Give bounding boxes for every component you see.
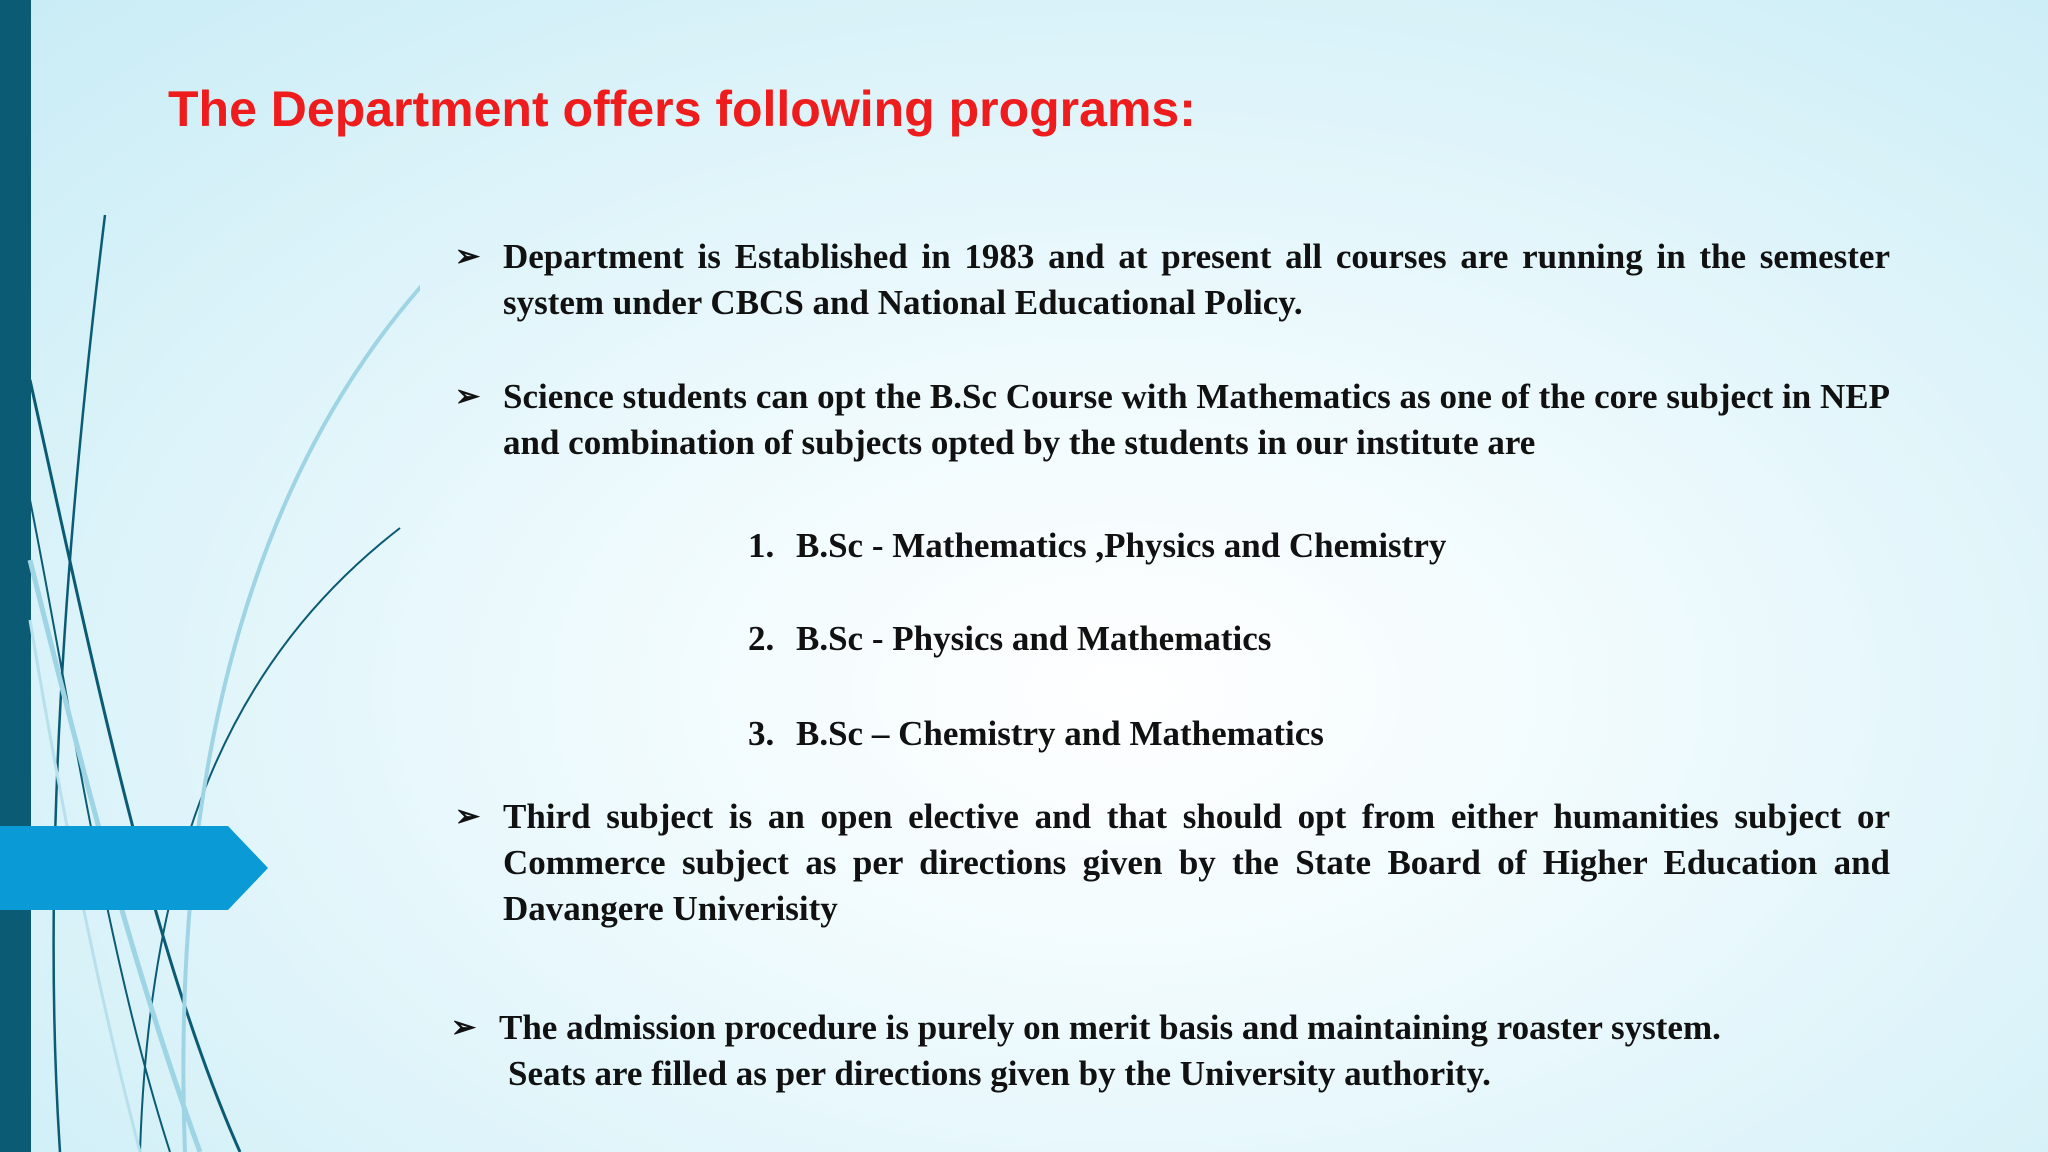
bullet-text: Department is Established in 1983 and at present all courses are running in the semester system under CBCS and National Educational Policy.: [503, 237, 1890, 322]
combination-number: 3.: [748, 714, 775, 753]
combination-text: B.Sc - Physics and Mathematics: [796, 619, 1272, 658]
combination-item: [748, 616, 1271, 662]
bullet-bsc-course: [455, 374, 1890, 466]
combination-item: [748, 711, 1324, 757]
slide-title: The Department offers following programs:: [168, 81, 1196, 137]
bullet-text: Science students can opt the B.Sc Course with Mathematics as one of the core subject in NEP and combination of subjects opted by the students in our institute are: [503, 377, 1890, 462]
combination-item: [748, 523, 1446, 569]
bullet-open-elective: [455, 794, 1890, 932]
combination-text: B.Sc – Chemistry and Mathematics: [796, 714, 1324, 753]
arrow-tab-shape: [0, 826, 268, 910]
bullet-text-continuation: Seats are filled as per directions given by the University authority.: [508, 1054, 1491, 1093]
bullet-text: The admission procedure is purely on merit basis and maintaining roaster system.: [499, 1008, 1721, 1047]
decorative-curves: [0, 0, 420, 1152]
bullet-admission: [451, 1005, 1891, 1097]
bullet-text: Third subject is an open elective and that should opt from either humanities subject or Commerce subject as per directions given by the State Board of Higher Education and Davangere Univerisity: [503, 797, 1890, 928]
combination-text: B.Sc - Mathematics ,Physics and Chemistry: [796, 526, 1447, 565]
arrow-bullet-icon: ➢: [455, 380, 481, 413]
arrow-bullet-icon: ➢: [455, 240, 481, 273]
combination-number: 1.: [748, 526, 775, 565]
bullet-establishment: [455, 234, 1890, 326]
arrow-bullet-icon: ➢: [451, 1011, 477, 1044]
arrow-bullet-icon: ➢: [455, 800, 481, 833]
combination-number: 2.: [748, 619, 775, 658]
